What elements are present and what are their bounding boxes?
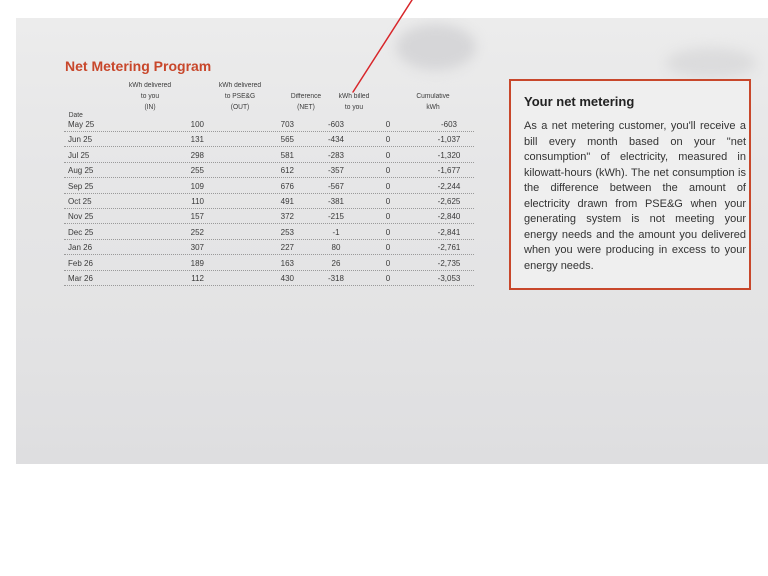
cell-kwh-out: 253 <box>280 227 294 237</box>
cell-kwh-out: 612 <box>280 166 294 176</box>
cell-kwh-billed: 0 <box>385 197 391 206</box>
cell-difference: 26 <box>331 258 341 268</box>
cell-date: Nov 25 <box>68 212 94 222</box>
cell-kwh-out: 227 <box>280 243 294 253</box>
cell-date: Jan 26 <box>68 243 93 253</box>
cell-kwh-billed: 0 <box>385 258 391 268</box>
cell-kwh-in: 307 <box>190 243 204 253</box>
cell-date: Jul 25 <box>68 150 90 160</box>
cell-kwh-in: 255 <box>190 166 204 176</box>
cell-kwh-billed: 0 <box>385 212 391 222</box>
cell-cumulative: -3,053 <box>437 274 461 283</box>
cell-kwh-out: 581 <box>280 150 294 160</box>
pen-stroke-line <box>353 0 412 92</box>
cell-kwh-billed: 0 <box>385 120 391 129</box>
info-box-body: As a net metering customer, you'll receive a bill every month based on your "net consumption" of electricity, measured in kilowatt-hours (kWh). The net consumption is the difference between the amount of electricity drawn from PSE&G when your generating system is not meeting your energy needs and the amount you delivered when you were producing in excess to your energy needs. <box>524 120 746 272</box>
cell-kwh-in: 100 <box>190 120 204 129</box>
cell-kwh-out: 565 <box>280 135 294 145</box>
cell-date: Aug 25 <box>68 166 94 176</box>
cell-cumulative: -603 <box>440 120 457 129</box>
cell-difference: -215 <box>327 212 344 222</box>
cell-difference: -603 <box>327 120 344 129</box>
cell-kwh-billed: 0 <box>385 181 391 191</box>
cell-difference: -434 <box>327 135 344 145</box>
cell-difference: -567 <box>327 181 344 191</box>
cell-difference: -1 <box>332 227 340 237</box>
cell-cumulative: -1,037 <box>437 135 461 145</box>
document-title: Net Metering Program <box>65 58 212 74</box>
header-kwh-in: kWh delivered to you (IN) <box>128 82 172 111</box>
header-cumulative: Cumulative kWh <box>416 93 450 111</box>
cell-date: Mar 26 <box>68 274 93 283</box>
cell-difference: -357 <box>327 166 344 176</box>
cell-kwh-billed: 0 <box>385 166 391 176</box>
cell-kwh-out: 491 <box>280 197 294 206</box>
cell-date: Dec 25 <box>68 227 94 237</box>
cell-cumulative: -2,840 <box>437 212 461 222</box>
header-kwh-billed: kWh billed to you <box>338 93 370 111</box>
info-box-title: Your net metering <box>524 94 635 109</box>
cell-kwh-in: 109 <box>190 181 204 191</box>
cell-cumulative: -2,735 <box>437 258 461 268</box>
cell-kwh-in: 252 <box>190 227 204 237</box>
cell-kwh-out: 676 <box>280 181 294 191</box>
cell-date: Sep 25 <box>68 181 94 191</box>
header-kwh-out: kWh delivered to PSE&G (OUT) <box>218 82 262 111</box>
cell-difference: -283 <box>327 150 344 160</box>
cell-difference: -318 <box>327 274 344 283</box>
cell-cumulative: -2,841 <box>437 227 461 237</box>
cell-date: Oct 25 <box>68 197 92 206</box>
cell-kwh-in: 112 <box>191 274 204 283</box>
cell-cumulative: -2,625 <box>437 197 461 206</box>
cell-kwh-in: 189 <box>190 258 204 268</box>
cell-kwh-billed: 0 <box>385 135 391 145</box>
cell-kwh-out: 703 <box>280 120 294 129</box>
header-date: Date <box>68 112 83 119</box>
cell-kwh-in: 131 <box>190 135 204 145</box>
cell-date: Feb 26 <box>68 258 93 268</box>
cell-kwh-in: 298 <box>190 150 204 160</box>
header-difference: Difference (NET) <box>290 93 322 111</box>
cell-cumulative: -1,677 <box>437 166 461 176</box>
cell-kwh-billed: 0 <box>385 274 391 283</box>
cell-date: May 25 <box>68 120 95 129</box>
cell-kwh-out: 163 <box>280 258 294 268</box>
cell-difference: 80 <box>331 243 341 253</box>
cell-difference: -381 <box>327 197 344 206</box>
cell-kwh-billed: 0 <box>385 243 391 253</box>
cell-kwh-in: 157 <box>190 212 204 222</box>
cell-cumulative: -1,320 <box>437 150 461 160</box>
cell-kwh-in: 110 <box>191 197 204 206</box>
cell-kwh-out: 372 <box>280 212 294 222</box>
cell-cumulative: -2,761 <box>437 243 461 253</box>
cell-kwh-billed: 0 <box>385 227 391 237</box>
cell-kwh-out: 430 <box>280 274 294 283</box>
cell-date: Jun 25 <box>68 135 93 145</box>
cell-cumulative: -2,244 <box>437 181 461 191</box>
cell-kwh-billed: 0 <box>385 150 391 160</box>
